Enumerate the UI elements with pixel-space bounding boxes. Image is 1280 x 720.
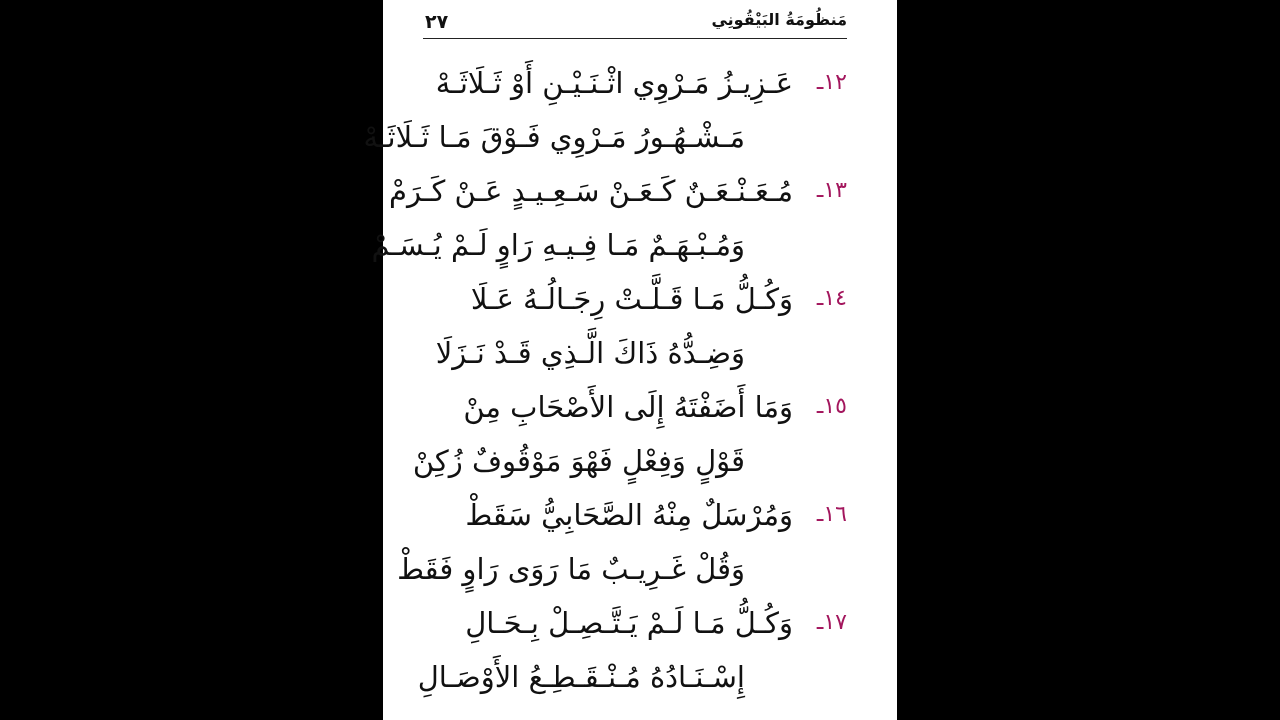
verse-second-hemistich: قَوْلٍ وَفِعْلٍ فَهْوَ مَوْقُوفٌ زُكِنْ [412,444,745,478]
verse-first-hemistich: مُـعَـنْـعَـنٌ كَـعَـنْ سَـعِـيـدٍ عَـنْ كَـرَمْ [389,174,793,208]
page-header [423,8,847,39]
verse-second-hemistich: مَـشْـهُـورُ مَـرْوِي فَـوْقَ مَـا ثَـلَاثَـهْ [363,120,745,154]
verse [383,484,897,592]
verse-number: ١٣ـ [816,178,847,203]
book-title: مَنظُومَةُ البَيْقُونِي [711,10,847,29]
page-number: ٢٧ [425,11,449,33]
verse-number: ١٢ـ [816,70,847,95]
verse-first-hemistich: وَكُـلُّ مَـا لَـمْ يَـتَّـصِـلْ بِـحَـالِ [465,606,793,640]
verse-number: ١٤ـ [816,286,847,311]
verse [371,160,897,268]
verse-first-hemistich: عَـزِيـزُ مَـرْوِي اثْـنَـيْـنِ أَوْ ثَـلَاثَـهْ [435,66,793,100]
verse-first-hemistich: وَكُـلُّ مَـا قَـلَّـتْ رِجَـالُـهُ عَـلَا [470,282,793,316]
verse [383,268,897,376]
verse-second-hemistich: وَقُلْ غَـرِيـبٌ مَا رَوَى رَاوٍ فَقَطْ [397,552,745,586]
verse-number: ١٦ـ [816,502,847,527]
book-page [363,0,897,720]
verse [383,376,897,484]
verse-number: ١٥ـ [816,394,847,419]
verse [363,52,897,160]
verse-first-hemistich: وَمُرْسَلٌ مِنْهُ الصَّحَابِيُّ سَقَطْ [465,498,793,532]
verse-second-hemistich: وَضِـدُّهُ ذَاكَ الَّـذِي قَـدْ نَـزَلَا [435,336,745,370]
verse-second-hemistich: وَمُـبْـهَـمٌ مَـا فِـيـهِ رَاوٍ لَـمْ يُـسَـمْ [371,228,745,262]
verse-list [363,52,897,700]
verse-second-hemistich: إِسْـنَـادُهُ مُـنْـقَـطِـعُ الأَوْصَـالِ [417,660,745,694]
verse-number: ١٧ـ [816,610,847,635]
verse [383,592,897,700]
verse-first-hemistich: وَمَا أَضَفْتَهُ إِلَى الأَصْحَابِ مِنْ [463,390,793,424]
